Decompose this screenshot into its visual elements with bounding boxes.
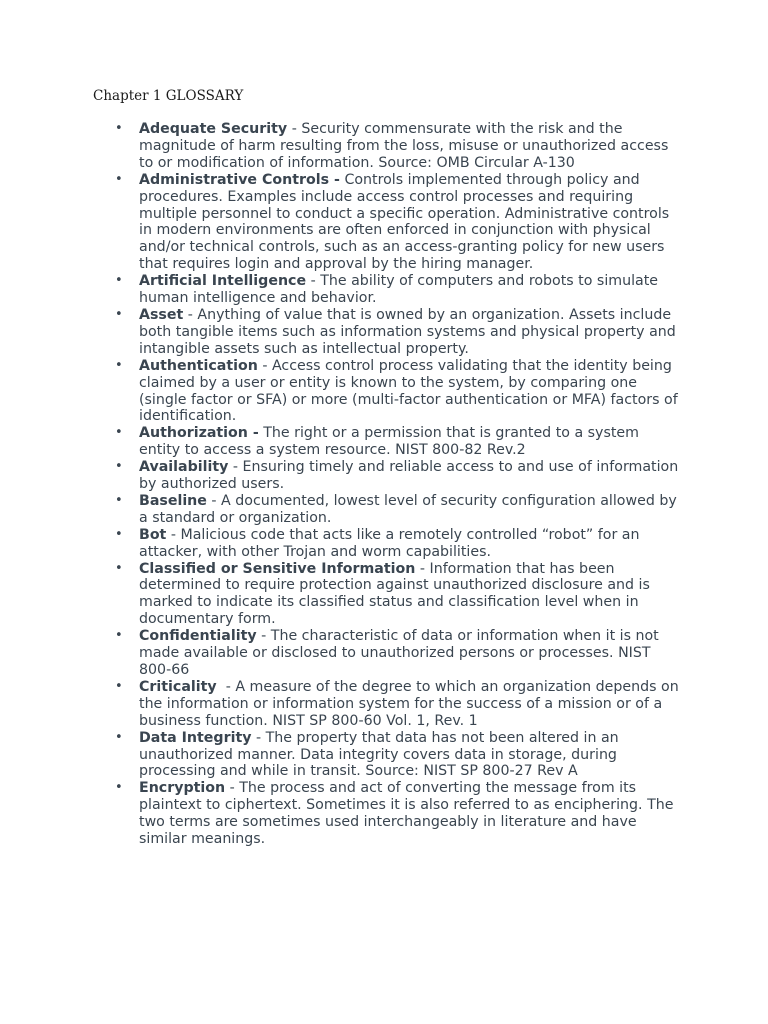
glossary-definition: A measure of the degree to which an organization depends on the information or information system for the success of a mission or of a business function. NIST SP 800-60 Vol. 1, Rev. 1	[139, 678, 679, 729]
term-separator: -	[166, 526, 181, 543]
glossary-entry	[139, 121, 679, 172]
glossary-term: Encryption	[139, 780, 226, 797]
term-separator: -	[206, 492, 222, 509]
glossary-definition: A documented, lowest level of security configuration allowed by a standard or organization.	[139, 492, 677, 526]
glossary-entry	[139, 425, 679, 459]
glossary-definition: Ensuring timely and reliable access to and use of information by authorized users.	[139, 459, 679, 493]
glossary-entry	[139, 628, 679, 679]
glossary-term: Data Integrity	[139, 729, 252, 746]
glossary-list	[139, 121, 679, 848]
glossary-definition: The property that data has not been altered in an unauthorized manner. Data integrity covers data in storage, during processing and while in transit. Source: NIST SP 800-27 Rev A	[139, 729, 619, 780]
term-separator: -	[251, 729, 266, 746]
glossary-term: Artificial Intelligence	[139, 273, 307, 290]
glossary-term: Asset	[139, 306, 184, 323]
term-separator: -	[225, 780, 240, 797]
glossary-term: Administrative Controls -	[139, 171, 340, 188]
glossary-entry	[139, 307, 679, 358]
glossary-entry	[139, 172, 679, 273]
term-separator: -	[216, 678, 236, 695]
glossary-definition: Malicious code that acts like a remotely controlled “robot” for an attacker, with other Trojan and worm capabilities.	[139, 526, 640, 560]
glossary-entry	[139, 780, 679, 848]
glossary-entry	[139, 273, 679, 307]
glossary-term: Confidentiality	[139, 628, 257, 645]
glossary-term: Adequate Security	[139, 121, 288, 137]
glossary-term: Bot	[139, 526, 167, 543]
glossary-entry	[139, 730, 679, 781]
term-separator: -	[306, 273, 321, 290]
glossary-term: Baseline	[139, 492, 207, 509]
glossary-definition: Controls implemented through policy and procedures. Examples include access control processes and requiring multiple personnel to conduct a specific operation. Administrative controls in modern environments are often enforced in conjunction with physical and/or technical controls, such as an access-granting policy for new users that requires login and approval by the hiring manager.	[139, 171, 670, 273]
glossary-term: Authorization -	[139, 425, 259, 442]
glossary-definition: The right or a permission that is granted to a system entity to access a system resource. NIST 800-82 Rev.2	[139, 425, 639, 459]
glossary-term: Criticality	[139, 678, 217, 695]
glossary-entry	[139, 527, 679, 561]
glossary-entry	[139, 358, 679, 426]
glossary-definition: Access control process validating that the identity being claimed by a user or entity is known to the system, by comparing one (single factor or SFA) or more (multi-factor authentication or MFA) factors of identification.	[139, 357, 678, 425]
term-separator: -	[415, 560, 430, 577]
glossary-term: Classified or Sensitive Information	[139, 560, 416, 577]
glossary-entry	[139, 493, 679, 527]
glossary-term: Availability	[139, 459, 229, 476]
glossary-definition: The ability of computers and robots to simulate human intelligence and behavior.	[139, 273, 658, 307]
term-separator: -	[183, 306, 198, 323]
glossary-entry	[139, 459, 679, 493]
term-separator: -	[257, 357, 272, 374]
glossary-definition: Information that has been determined to require protection against unauthorized disclosure and is marked to indicate its classified status and classification level when in documentary form.	[139, 560, 650, 628]
glossary-term: Authentication	[139, 357, 258, 374]
glossary-definition: Security commensurate with the risk and the magnitude of harm resulting from the loss, misuse or unauthorized access to or modification of information. Source: OMB Circular A-130	[139, 121, 669, 171]
glossary-definition: The characteristic of data or information when it is not made available or disclosed to unauthorized persons or processes. NIST 800-66	[139, 628, 659, 678]
term-separator: -	[228, 459, 243, 476]
term-separator: -	[287, 121, 302, 137]
glossary-definition: The process and act of converting the message from its plaintext to ciphertext. Sometimes it is also referred to as enciphering. The two terms are sometimes used interchangeably in literature and have similar meanings.	[139, 780, 674, 848]
glossary-definition: Anything of value that is owned by an organization. Assets include both tangible items such as information systems and physical property and intangible assets such as intellectual property.	[139, 306, 676, 357]
term-separator: -	[256, 628, 271, 645]
glossary-entry	[139, 679, 679, 730]
chapter-title: Chapter 1 GLOSSARY	[93, 88, 244, 104]
glossary-entry	[139, 561, 679, 629]
